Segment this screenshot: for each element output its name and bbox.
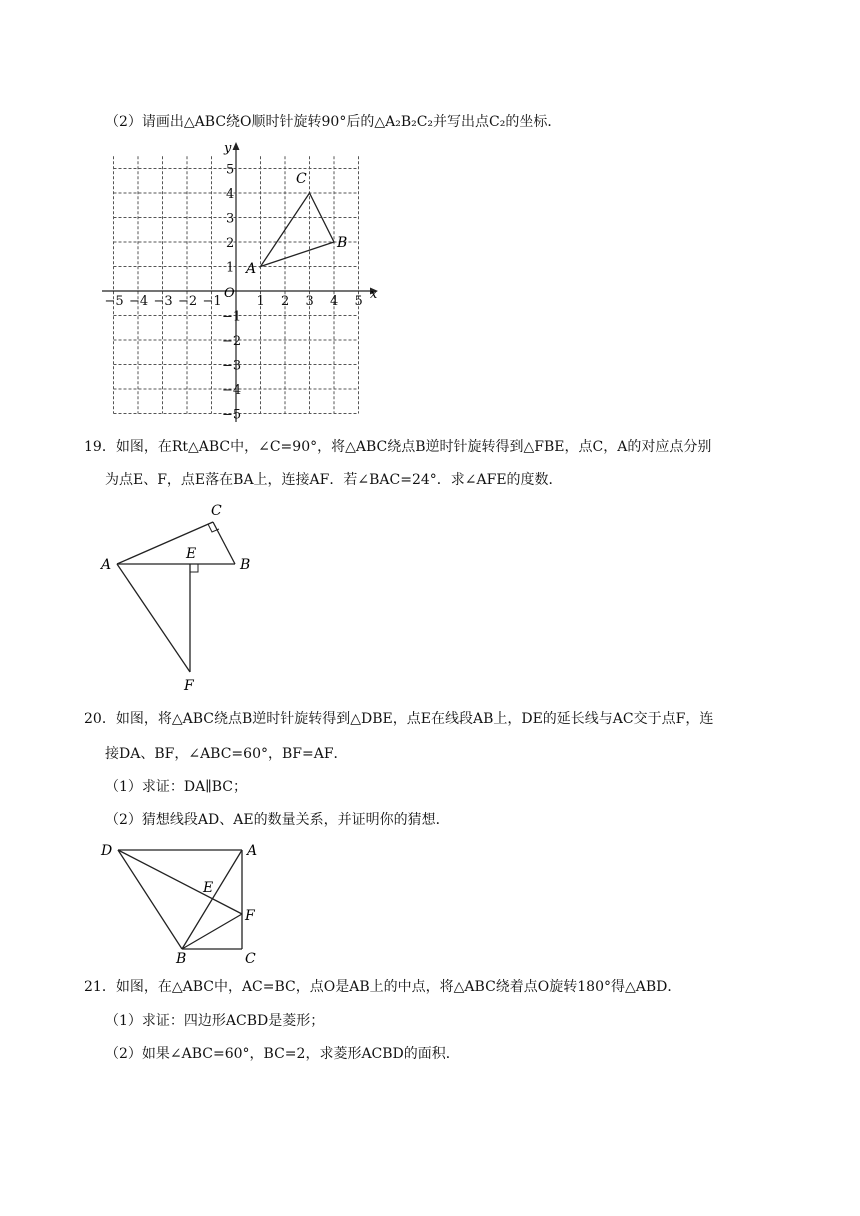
y-tick-label: −1 (222, 309, 242, 325)
y-tick-label: 1 (226, 260, 235, 276)
y-tick-label: 5 (226, 162, 235, 178)
q19-label-a: A (101, 557, 112, 573)
triangle-abc (261, 193, 335, 267)
q21-part2: （2）如果∠ABC=60°，BC=2，求菱形ACBD的面积． (105, 1046, 460, 1062)
x-tick-label: 5 (354, 294, 363, 309)
point-a-label: A (246, 261, 257, 277)
y-tick-label: 3 (226, 211, 235, 227)
point-c-label: C (296, 171, 307, 187)
x-tick-label: 4 (330, 294, 339, 309)
q20-part2: （2）猜想线段AD、AE的数量关系，并证明你的猜想． (105, 812, 450, 828)
q19-line1: 19．如图，在Rt△ABC中，∠C=90°，将△ABC绕点B逆时针旋转得到△FBE，点C，A的对应点分别 (84, 439, 712, 455)
x-tick-label: 1 (256, 294, 265, 309)
q20-line1: 20．如图，将△ABC绕点B逆时针旋转得到△DBE，点E在线段AB上，DE的延长线与AC交于点F，连 (84, 711, 714, 727)
q19-figure (96, 500, 266, 700)
y-tick-label: −2 (222, 334, 242, 349)
q20-label-b: B (176, 951, 187, 967)
q19-label-f: F (184, 678, 194, 694)
origin-label: O (224, 286, 235, 301)
coordinate-grid-figure (100, 140, 390, 425)
x-tick-label: −2 (178, 294, 198, 309)
q20-label-f: F (245, 908, 255, 924)
q19-label-b: B (240, 557, 251, 573)
point-b-label: B (337, 235, 348, 251)
q20-label-a: A (247, 843, 258, 859)
y-tick-label: 4 (226, 187, 235, 202)
q19-label-c: C (211, 503, 222, 519)
x-tick-label: −1 (202, 294, 222, 309)
y-axis-arrow (233, 142, 240, 150)
q18-part2-text: （2）请画出△ABC绕O顺时针旋转90°后的△A₂B₂C₂并写出点C₂的坐标． (105, 114, 562, 130)
q19-line2: 为点E、F，点E落在BA上，连接AF．若∠BAC=24°．求∠AFE的度数． (105, 472, 563, 488)
x-tick-label: −4 (129, 294, 149, 309)
x-tick-label: 3 (305, 294, 314, 309)
y-axis-label: y (224, 141, 232, 156)
y-tick-label: 2 (226, 236, 235, 251)
q19-label-e: E (186, 546, 197, 562)
q20-line2: 接DA、BF，∠ABC=60°，BF=AF． (105, 746, 348, 762)
y-tick-label: −4 (222, 383, 242, 398)
x-tick-label: 2 (281, 294, 290, 309)
x-tick-label: −5 (104, 294, 124, 309)
y-tick-label: −5 (222, 407, 242, 423)
y-tick-label: −3 (222, 358, 242, 374)
q20-label-d: D (101, 843, 113, 859)
q21-part1: （1）求证：四边形ACBD是菱形； (105, 1013, 325, 1029)
q20-figure (96, 838, 276, 968)
x-tick-label: −3 (153, 294, 173, 309)
q20-label-e: E (203, 880, 214, 896)
q20-part1: （1）求证：DA∥BC； (105, 779, 247, 795)
q21-line1: 21．如图，在△ABC中，AC=BC，点O是AB上的中点，将△ABC绕着点O旋转180°得△ABD． (84, 979, 682, 995)
x-axis-label: x (370, 287, 378, 302)
q20-label-c: C (245, 951, 256, 967)
